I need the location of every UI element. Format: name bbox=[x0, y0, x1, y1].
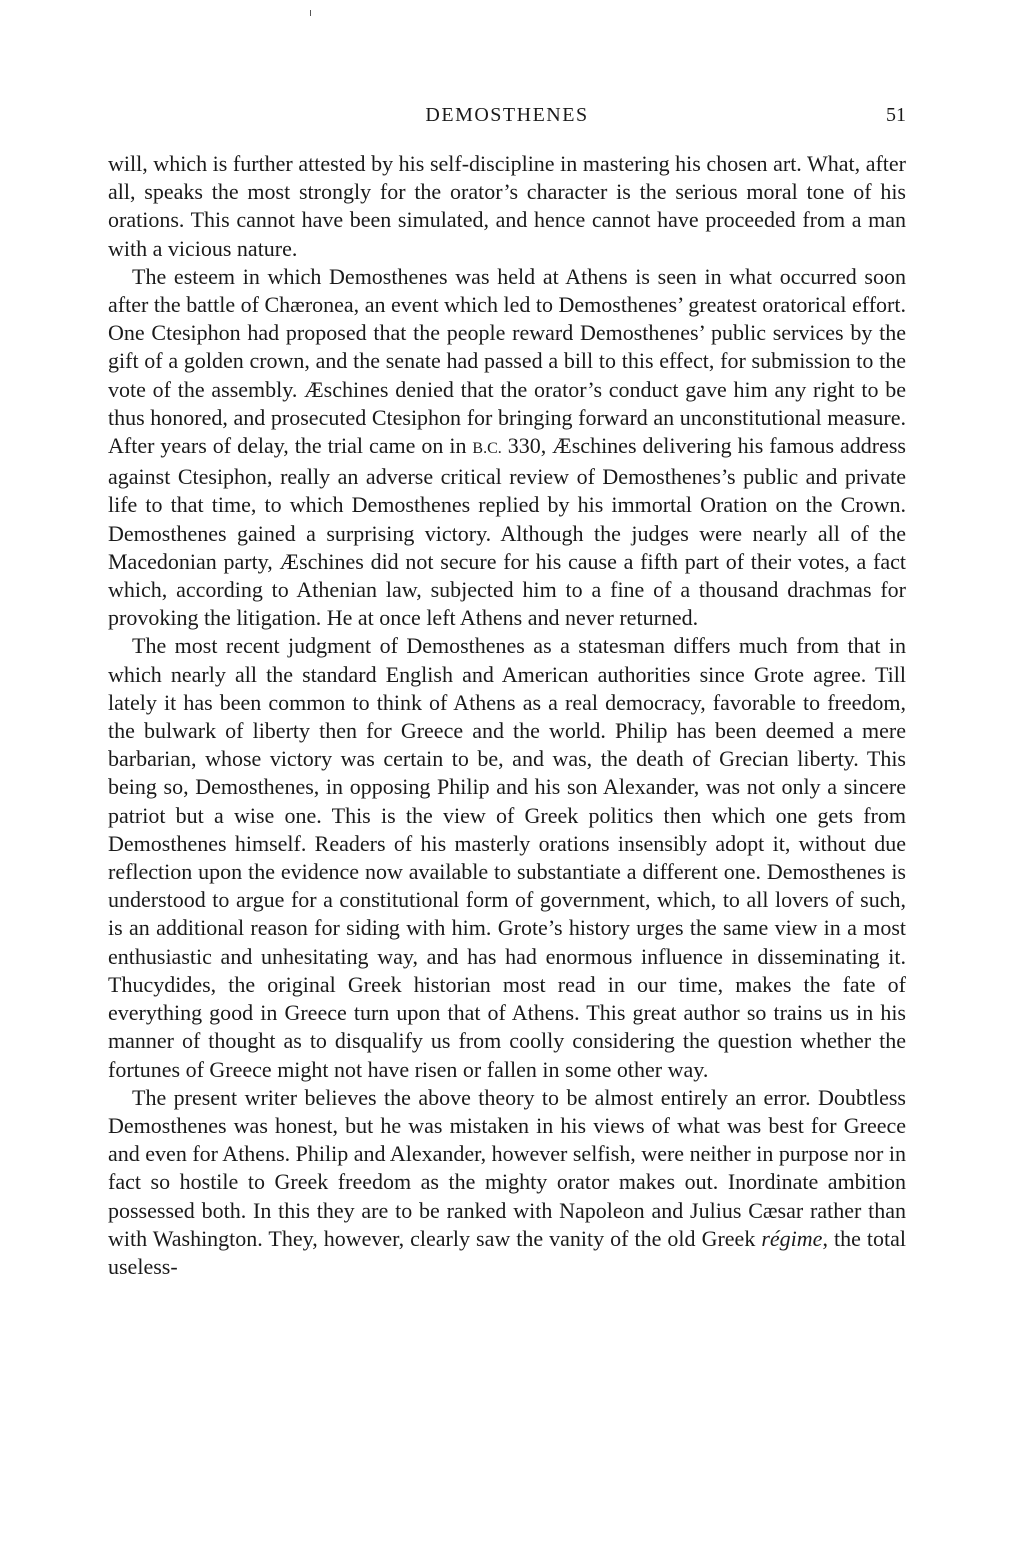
running-head bbox=[108, 104, 906, 132]
print-mark bbox=[310, 10, 311, 16]
paragraph-2-part-1: The esteem in which Demosthenes was held at Athens is seen in what occurred soon after the battle of Chæronea, an event which led to Demosthenes’ greatest oratorical effort. One Ctesiphon had proposed that the people reward Demosthenes’ public services by the gift of a golden crown, and the senate had passed a bill to this effect, for submission to the vote of the assembly. Æschines denied that the orator’s conduct gave him any right to be thus honored, and prosecuted Ctesiphon for bringing forward an unconstitutional measure. After years of delay, the trial came on in bbox=[108, 263, 906, 459]
paragraph-4 bbox=[108, 1084, 906, 1281]
paragraph-2 bbox=[108, 263, 906, 633]
paragraph-2-part-2: 330, Æschines delivering his famous address against Ctesiphon, really an adverse critical review of Demosthenes’s public and private life to that time, to which Demosthenes replied by his immortal Oration on the Crown. Demosthenes gained a surprising victory. Although the judges were nearly all of the Macedonian party, Æschines did not secure for his cause a fifth part of their votes, a fact which, according to Athenian law, subjected him to a fine of a thousand drachmas for provoking the litigation. He at once left Athens and never returned. bbox=[108, 433, 906, 631]
paragraph-1: will, which is further attested by his self-discipline in mastering his chosen art. What, after all, speaks the most strongly for the orator’s character is the serious moral tone of his orations. This cannot have been simulated, and hence cannot have proceeded from a man with a vicious nature. bbox=[108, 151, 906, 261]
paragraph-4-part-1: The present writer believes the above theory to be almost entirely an error. Doubtless Demosthenes was honest, but he was mistaken in his views of what was best for Greece and even for Athens. Philip and Alexander, however selfish, were neither in purpose nor in fact so hostile to Greek freedom as the mighty orator makes out. Inordinate ambition possessed both. In this they are to be ranked with Napoleon and Julius Cæsar rather than with Washington. They, however, clearly saw the vanity of the old Greek bbox=[108, 1084, 906, 1251]
paragraph-4-part-2: , the total useless- bbox=[108, 1225, 906, 1279]
running-title: DEMOSTHENES bbox=[425, 104, 589, 126]
paragraph-3: The most recent judgment of Demosthenes as a statesman differs much from that in which nearly all the standard English and American authorities since Grote agree. Till lately it has been common to think of Athens as a real democracy, favorable to freedom, the bulwark of liberty then for Greece and the world. Philip has been deemed a mere barbarian, whose victory was certain to be, and was, the death of Grecian liberty. This being so, Demosthenes, in opposing Philip and his son Alexander, was not only a sincere patriot but a wise one. This is the view of Greek politics then which one gets from Demosthenes himself. Readers of his masterly orations insensibly adopt it, without due reflection upon the evidence now available to substantiate a different one. Demosthenes is understood to argue for a constitutional form of government, which, to all lovers of such, is an additional reason for siding with him. Grote’s history urges the same view in a most enthusiastic and unhesitating way, and has had enormous influence in disseminating it. Thucydides, the original Greek historian most read in our time, makes the fate of everything good in Greece turn upon that of Athens. This great author so trains us in his manner of thought as to disqualify us from coolly considering the question whether the fortunes of Greece might not have risen or fallen in some other way. bbox=[108, 633, 906, 1082]
body-text bbox=[108, 150, 906, 1281]
italic-term: régime bbox=[761, 1225, 823, 1251]
page-number: 51 bbox=[886, 104, 906, 126]
era-abbreviation: B.C. bbox=[472, 440, 502, 458]
